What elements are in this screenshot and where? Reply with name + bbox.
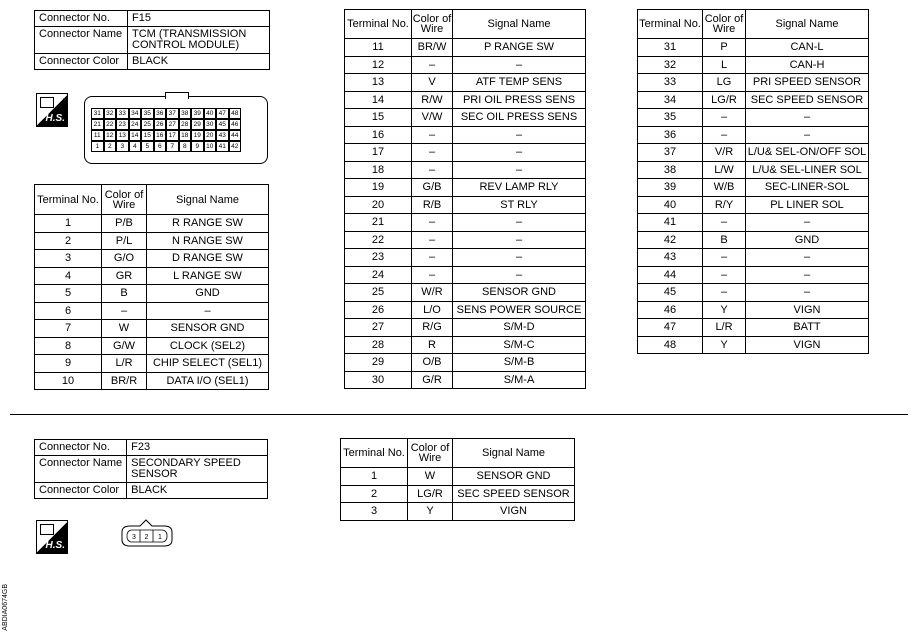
signal-name-cell: SENSOR GND <box>453 284 586 302</box>
connector-pin: 10 <box>204 141 217 152</box>
table-row <box>345 284 586 302</box>
table-row <box>35 337 269 355</box>
wire-color-cell: R/Y <box>703 196 746 214</box>
connector-pin: 34 <box>129 108 142 119</box>
table-row <box>345 109 586 127</box>
wire-color-cell: Y <box>703 301 746 319</box>
signal-name-cell: GND <box>147 285 269 303</box>
table-row <box>345 196 586 214</box>
connector-pin: 30 <box>204 119 217 130</box>
signal-name-cell: GND <box>746 231 869 249</box>
wire-color-cell: – <box>703 126 746 144</box>
connector-pin: 2 <box>104 141 117 152</box>
signal-name-cell: – <box>453 214 586 232</box>
wire-color-cell: G/O <box>102 250 147 268</box>
signal-name-cell: L/U& SEL-LINER SOL <box>746 161 869 179</box>
connector-pin: 32 <box>104 108 117 119</box>
table-row <box>638 231 869 249</box>
terminal-cell: 20 <box>345 196 412 214</box>
terminal-cell: 26 <box>345 301 412 319</box>
table-row <box>345 336 586 354</box>
table-row <box>345 161 586 179</box>
wire-color-cell: R/B <box>412 196 453 214</box>
terminal-cell: 29 <box>345 354 412 372</box>
connector-pin: 38 <box>179 108 192 119</box>
table-row <box>638 336 869 354</box>
signal-name-cell: SEC SPEED SENSOR <box>453 485 575 503</box>
terminal-cell: 2 <box>341 485 408 503</box>
wire-color-cell: LG <box>703 74 746 92</box>
connector-pin: 22 <box>104 119 117 130</box>
connector-pin: 12 <box>104 130 117 141</box>
signal-name-cell: REV LAMP RLY <box>453 179 586 197</box>
terminal-cell: 24 <box>345 266 412 284</box>
wire-color-cell: – <box>412 266 453 284</box>
terminal-cell: 2 <box>35 232 102 250</box>
wire-color-cell: G/W <box>102 337 147 355</box>
table-row <box>345 266 586 284</box>
table-row <box>345 354 586 372</box>
terminal-cell: 7 <box>35 320 102 338</box>
connector-pin: 43 <box>216 130 229 141</box>
connector-pin: 17 <box>166 130 179 141</box>
signal-name-cell: VIGN <box>453 503 575 521</box>
harness-side-icon <box>36 520 68 554</box>
table-row <box>638 161 869 179</box>
connector-pin: 19 <box>191 130 204 141</box>
f15-connector-info <box>34 10 270 70</box>
terminal-cell: 33 <box>638 74 703 92</box>
signal-name-cell: CAN-H <box>746 56 869 74</box>
signal-name-cell: L RANGE SW <box>147 267 269 285</box>
table-row <box>345 249 586 267</box>
connector-pin: 3 <box>116 141 129 152</box>
signal-name-cell: – <box>453 266 586 284</box>
terminal-cell: 1 <box>341 468 408 486</box>
table-row <box>341 468 575 486</box>
signal-name-cell: SENSOR GND <box>147 320 269 338</box>
wire-color-cell: Y <box>408 503 453 521</box>
signal-name-cell: SENS POWER SOURCE <box>453 301 586 319</box>
connector-glyph-icon <box>40 97 54 108</box>
wire-color-cell: V/R <box>703 144 746 162</box>
connector-pin: 46 <box>229 119 242 130</box>
hs-label: H.S. <box>45 113 65 124</box>
signal-name-cell: S/M-A <box>453 371 586 389</box>
f23-connector-face <box>118 518 176 550</box>
hs-label: H.S. <box>45 540 65 551</box>
wire-color-cell: – <box>102 302 147 320</box>
wire-color-cell: V/W <box>412 109 453 127</box>
wire-color-cell: LG/R <box>408 485 453 503</box>
wire-color-cell: – <box>412 56 453 74</box>
connector-pin: 47 <box>216 108 229 119</box>
signal-name-cell: – <box>453 56 586 74</box>
wire-color-cell: P <box>703 39 746 57</box>
header-signal: Signal Name <box>453 439 575 468</box>
table-row <box>638 144 869 162</box>
wire-color-cell: – <box>412 161 453 179</box>
signal-name-cell: SEC OIL PRESS SENS <box>453 109 586 127</box>
terminal-cell: 3 <box>35 250 102 268</box>
terminal-cell: 21 <box>345 214 412 232</box>
signal-name-cell: – <box>746 126 869 144</box>
table-row <box>638 284 869 302</box>
header-color: Color of Wire <box>408 439 453 468</box>
f15-terminal-table-3 <box>637 9 869 354</box>
terminal-cell: 45 <box>638 284 703 302</box>
header-color: Color of Wire <box>102 185 147 215</box>
table-row <box>638 319 869 337</box>
signal-name-cell: P RANGE SW <box>453 39 586 57</box>
terminal-cell: 36 <box>638 126 703 144</box>
header-terminal: Terminal No. <box>638 10 703 39</box>
wire-color-cell: B <box>703 231 746 249</box>
table-row <box>638 196 869 214</box>
terminal-cell: 47 <box>638 319 703 337</box>
table-row <box>345 301 586 319</box>
signal-name-cell: – <box>453 144 586 162</box>
signal-name-cell: R RANGE SW <box>147 215 269 233</box>
connector-pin: 13 <box>116 130 129 141</box>
table-row <box>345 74 586 92</box>
connector-pin: 25 <box>141 119 154 130</box>
table-row <box>345 179 586 197</box>
header-terminal: Terminal No. <box>341 439 408 468</box>
pin-2: 2 <box>144 534 149 541</box>
signal-name-cell: PL LINER SOL <box>746 196 869 214</box>
f23-connector-info <box>34 439 268 499</box>
table-row <box>35 285 269 303</box>
header-signal: Signal Name <box>453 10 586 39</box>
connector-color-value: BLACK <box>127 483 268 499</box>
table-row <box>345 91 586 109</box>
signal-name-cell: PRI SPEED SENSOR <box>746 74 869 92</box>
connector-pin: 39 <box>191 108 204 119</box>
signal-name-cell: – <box>453 126 586 144</box>
table-row <box>638 301 869 319</box>
connector-pin: 8 <box>179 141 192 152</box>
connector-pin: 16 <box>154 130 167 141</box>
signal-name-cell: PRI OIL PRESS SENS <box>453 91 586 109</box>
wire-color-cell: – <box>412 249 453 267</box>
wire-color-cell: Y <box>703 336 746 354</box>
connector-no-value: F15 <box>128 11 270 27</box>
wire-color-cell: W/B <box>703 179 746 197</box>
wire-color-cell: LG/R <box>703 91 746 109</box>
table-row <box>638 266 869 284</box>
connector-pin: 11 <box>91 130 104 141</box>
wire-color-cell: G/B <box>412 179 453 197</box>
wire-color-cell: – <box>412 144 453 162</box>
table-row <box>35 267 269 285</box>
connector-pin: 27 <box>166 119 179 130</box>
section-divider <box>10 414 908 415</box>
table-row <box>638 56 869 74</box>
f15-connector-face <box>84 96 268 164</box>
signal-name-cell: N RANGE SW <box>147 232 269 250</box>
signal-name-cell: CAN-L <box>746 39 869 57</box>
connector-glyph-icon <box>40 524 54 535</box>
terminal-cell: 30 <box>345 371 412 389</box>
signal-name-cell: SEC SPEED SENSOR <box>746 91 869 109</box>
connector-pin: 29 <box>191 119 204 130</box>
connector-name-label: Connector Name <box>35 456 127 483</box>
table-row <box>341 485 575 503</box>
wire-color-cell: – <box>412 214 453 232</box>
harness-side-icon <box>36 93 68 127</box>
signal-name-cell: – <box>746 214 869 232</box>
connector-pin: 14 <box>129 130 142 141</box>
signal-name-cell: – <box>453 161 586 179</box>
connector-pin: 18 <box>179 130 192 141</box>
table-row <box>638 109 869 127</box>
connector-pin: 28 <box>179 119 192 130</box>
wire-color-cell: – <box>412 126 453 144</box>
f15-terminal-table-2 <box>344 9 586 389</box>
connector-pin: 5 <box>141 141 154 152</box>
connector-name-label: Connector Name <box>35 27 128 54</box>
terminal-cell: 44 <box>638 266 703 284</box>
wire-color-cell: L/R <box>703 319 746 337</box>
header-terminal: Terminal No. <box>35 185 102 215</box>
signal-name-cell: – <box>746 266 869 284</box>
wire-color-cell: L/O <box>412 301 453 319</box>
connector-pin: 9 <box>191 141 204 152</box>
terminal-cell: 19 <box>345 179 412 197</box>
wire-color-cell: GR <box>102 267 147 285</box>
f15-terminal-table-1 <box>34 184 269 390</box>
signal-name-cell: – <box>746 249 869 267</box>
connector-pin: 48 <box>229 108 242 119</box>
wire-color-cell: BR/R <box>102 372 147 390</box>
terminal-cell: 41 <box>638 214 703 232</box>
signal-name-cell: – <box>453 231 586 249</box>
table-row <box>638 74 869 92</box>
connector-pin: 1 <box>91 141 104 152</box>
table-row <box>341 503 575 521</box>
table-row <box>345 39 586 57</box>
table-row <box>35 302 269 320</box>
wire-color-cell: – <box>703 109 746 127</box>
terminal-cell: 11 <box>345 39 412 57</box>
connector-pin: 15 <box>141 130 154 141</box>
wire-color-cell: – <box>412 231 453 249</box>
signal-name-cell: L/U& SEL-ON/OFF SOL <box>746 144 869 162</box>
terminal-cell: 37 <box>638 144 703 162</box>
connector-pin: 21 <box>91 119 104 130</box>
terminal-cell: 25 <box>345 284 412 302</box>
wire-color-cell: P/L <box>102 232 147 250</box>
terminal-cell: 28 <box>345 336 412 354</box>
wire-color-cell: – <box>703 249 746 267</box>
header-signal: Signal Name <box>746 10 869 39</box>
signal-name-cell: ATF TEMP SENS <box>453 74 586 92</box>
wire-color-cell: – <box>703 266 746 284</box>
terminal-cell: 8 <box>35 337 102 355</box>
connector-pin: 35 <box>141 108 154 119</box>
connector-pin: 4 <box>129 141 142 152</box>
signal-name-cell: S/M-D <box>453 319 586 337</box>
terminal-cell: 40 <box>638 196 703 214</box>
connector-pin: 6 <box>154 141 167 152</box>
table-row <box>35 320 269 338</box>
table-row <box>35 215 269 233</box>
wire-color-cell: W/R <box>412 284 453 302</box>
signal-name-cell: ST RLY <box>453 196 586 214</box>
wire-color-cell: BR/W <box>412 39 453 57</box>
connector-pin: 45 <box>216 119 229 130</box>
terminal-cell: 43 <box>638 249 703 267</box>
wire-color-cell: – <box>703 214 746 232</box>
wire-color-cell: R <box>412 336 453 354</box>
wire-color-cell: L <box>703 56 746 74</box>
table-row <box>345 231 586 249</box>
signal-name-cell: D RANGE SW <box>147 250 269 268</box>
connector-pin: 26 <box>154 119 167 130</box>
table-row <box>345 371 586 389</box>
terminal-cell: 4 <box>35 267 102 285</box>
terminal-cell: 5 <box>35 285 102 303</box>
terminal-cell: 3 <box>341 503 408 521</box>
signal-name-cell: S/M-B <box>453 354 586 372</box>
table-row <box>638 179 869 197</box>
connector-pin: 36 <box>154 108 167 119</box>
terminal-cell: 13 <box>345 74 412 92</box>
terminal-cell: 23 <box>345 249 412 267</box>
terminal-cell: 48 <box>638 336 703 354</box>
connector-pin: 44 <box>229 130 242 141</box>
signal-name-cell: CHIP SELECT (SEL1) <box>147 355 269 373</box>
signal-name-cell: – <box>746 109 869 127</box>
terminal-cell: 22 <box>345 231 412 249</box>
terminal-cell: 42 <box>638 231 703 249</box>
connector-pin: 23 <box>116 119 129 130</box>
wire-color-cell: W <box>408 468 453 486</box>
connector-no-value: F23 <box>127 440 268 456</box>
header-color: Color of Wire <box>412 10 453 39</box>
connector-no-label: Connector No. <box>35 440 127 456</box>
terminal-cell: 34 <box>638 91 703 109</box>
terminal-cell: 27 <box>345 319 412 337</box>
terminal-cell: 16 <box>345 126 412 144</box>
connector-color-label: Connector Color <box>35 54 128 70</box>
table-row <box>638 39 869 57</box>
signal-name-cell: VIGN <box>746 336 869 354</box>
signal-name-cell: BATT <box>746 319 869 337</box>
pin-1: 1 <box>158 534 162 541</box>
terminal-cell: 9 <box>35 355 102 373</box>
table-row <box>345 144 586 162</box>
terminal-cell: 15 <box>345 109 412 127</box>
wire-color-cell: O/B <box>412 354 453 372</box>
signal-name-cell: – <box>453 249 586 267</box>
wire-color-cell: V <box>412 74 453 92</box>
connector-name-value: SECONDARY SPEED SENSOR <box>127 456 268 483</box>
connector-pin: 24 <box>129 119 142 130</box>
terminal-cell: 35 <box>638 109 703 127</box>
table-row <box>345 126 586 144</box>
pin-3: 3 <box>132 534 136 541</box>
wire-color-cell: B <box>102 285 147 303</box>
table-row <box>638 214 869 232</box>
terminal-cell: 12 <box>345 56 412 74</box>
connector-pin: 20 <box>204 130 217 141</box>
wire-color-cell: L/W <box>703 161 746 179</box>
connector-latch <box>165 92 189 99</box>
terminal-cell: 17 <box>345 144 412 162</box>
header-signal: Signal Name <box>147 185 269 215</box>
connector-pin: 42 <box>229 141 242 152</box>
terminal-cell: 6 <box>35 302 102 320</box>
wire-color-cell: L/R <box>102 355 147 373</box>
signal-name-cell: VIGN <box>746 301 869 319</box>
table-row <box>345 214 586 232</box>
table-row <box>35 372 269 390</box>
terminal-cell: 39 <box>638 179 703 197</box>
signal-name-cell: – <box>746 284 869 302</box>
wire-color-cell: W <box>102 320 147 338</box>
wire-color-cell: R/G <box>412 319 453 337</box>
table-row <box>638 249 869 267</box>
signal-name-cell: SENSOR GND <box>453 468 575 486</box>
terminal-cell: 14 <box>345 91 412 109</box>
signal-name-cell: S/M-C <box>453 336 586 354</box>
f23-terminal-table <box>340 438 575 521</box>
table-row <box>345 56 586 74</box>
terminal-cell: 1 <box>35 215 102 233</box>
terminal-cell: 10 <box>35 372 102 390</box>
signal-name-cell: – <box>147 302 269 320</box>
wire-color-cell: P/B <box>102 215 147 233</box>
signal-name-cell: SEC-LINER-SOL <box>746 179 869 197</box>
terminal-cell: 32 <box>638 56 703 74</box>
signal-name-cell: CLOCK (SEL2) <box>147 337 269 355</box>
figure-id: ABDIA0674GB <box>2 584 9 631</box>
wire-color-cell: G/R <box>412 371 453 389</box>
terminal-cell: 46 <box>638 301 703 319</box>
f15-pin-grid <box>91 108 241 152</box>
connector-color-value: BLACK <box>128 54 270 70</box>
connector-pin: 31 <box>91 108 104 119</box>
terminal-cell: 38 <box>638 161 703 179</box>
connector-name-value: TCM (TRANSMISSION CONTROL MODULE) <box>128 27 270 54</box>
connector-pin: 37 <box>166 108 179 119</box>
connector-pin: 41 <box>216 141 229 152</box>
connector-no-label: Connector No. <box>35 11 128 27</box>
table-row <box>35 250 269 268</box>
connector-pin: 40 <box>204 108 217 119</box>
connector-color-label: Connector Color <box>35 483 127 499</box>
signal-name-cell: DATA I/O (SEL1) <box>147 372 269 390</box>
header-color: Color of Wire <box>703 10 746 39</box>
table-row <box>35 355 269 373</box>
table-row <box>35 232 269 250</box>
table-row <box>638 126 869 144</box>
connector-pin: 7 <box>166 141 179 152</box>
wire-color-cell: R/W <box>412 91 453 109</box>
table-row <box>345 319 586 337</box>
header-terminal: Terminal No. <box>345 10 412 39</box>
terminal-cell: 31 <box>638 39 703 57</box>
terminal-cell: 18 <box>345 161 412 179</box>
wire-color-cell: – <box>703 284 746 302</box>
connector-pin: 33 <box>116 108 129 119</box>
table-row <box>638 91 869 109</box>
